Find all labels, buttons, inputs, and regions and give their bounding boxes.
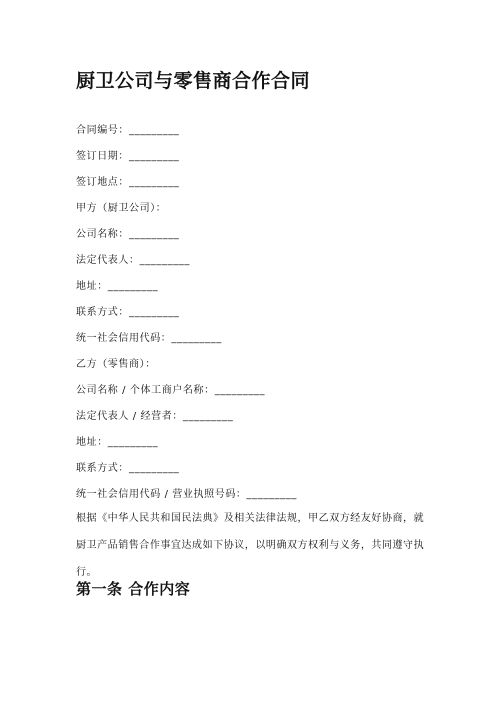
- party-b-contact: 联系方式：_________: [76, 463, 180, 474]
- party-a-heading: 甲方（厨卫公司）：: [76, 203, 167, 214]
- party-a-credit-code: 统一社会信用代码：_________: [76, 333, 222, 344]
- party-b-name: 公司名称 / 个体工商户名称：_________: [76, 385, 266, 396]
- sign-place-field: 签订地点：_________: [76, 177, 180, 188]
- document-title: 厨卫公司与零售商合作合同: [76, 70, 311, 92]
- party-a-address: 地址：_________: [76, 281, 159, 292]
- contract-number-field: 合同编号：_________: [76, 125, 180, 136]
- party-b-legal-rep: 法定代表人 / 经营者：_________: [76, 411, 234, 422]
- sign-date-field: 签订日期：_________: [76, 151, 180, 162]
- party-a-contact: 联系方式：_________: [76, 307, 180, 318]
- party-b-heading: 乙方（零售商）：: [76, 359, 156, 370]
- party-a-company-name: 公司名称：_________: [76, 229, 180, 240]
- party-b-address: 地址：_________: [76, 437, 159, 448]
- party-a-legal-rep: 法定代表人：_________: [76, 255, 190, 266]
- party-b-credit-code: 统一社会信用代码 / 营业执照号码：_________: [76, 489, 297, 500]
- article-1-heading: 第一条 合作内容: [76, 580, 191, 598]
- preamble-paragraph: 根据《中华人民共和国民法典》及相关法律法规，甲乙双方经友好协商，就厨卫产品销售合作事宜达成如下协议，以明确双方权利与义务，共同遵守执行。: [76, 513, 425, 578]
